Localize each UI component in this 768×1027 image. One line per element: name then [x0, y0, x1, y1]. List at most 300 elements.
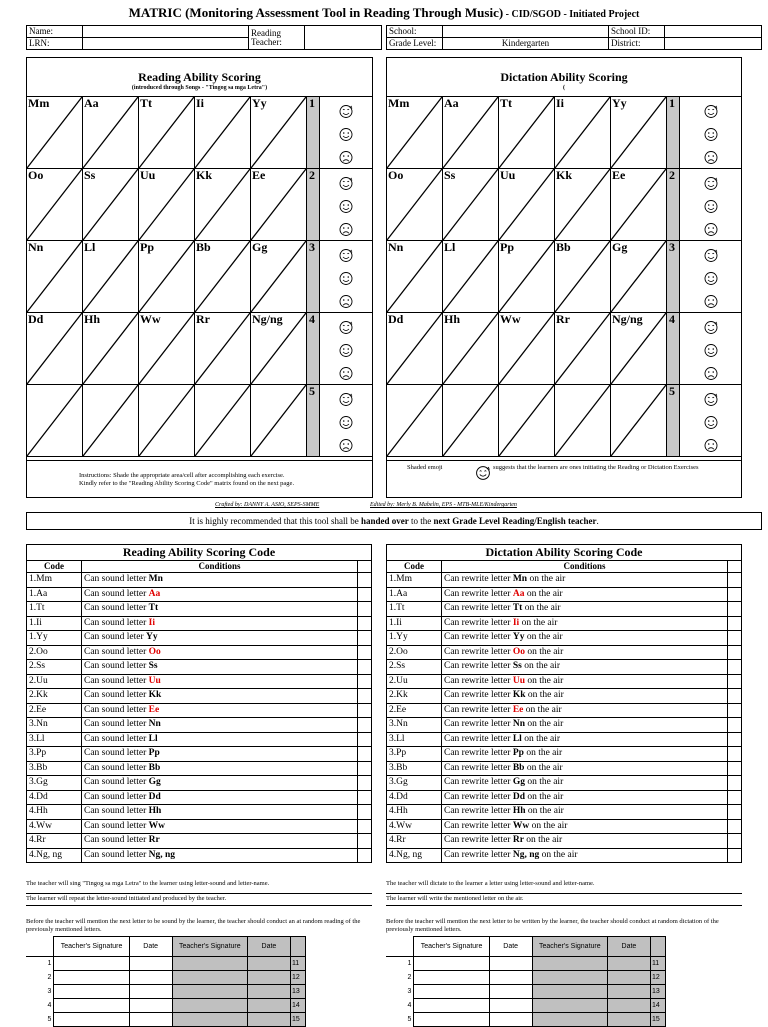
reco-text-3: . [596, 516, 599, 526]
initiating-emoji-icon[interactable] [703, 392, 718, 407]
reading-letter-cell[interactable] [82, 312, 139, 385]
name-field[interactable] [83, 26, 249, 38]
reading-letter-cell[interactable] [138, 240, 195, 313]
date-field[interactable] [607, 1013, 650, 1027]
smile-emoji-icon[interactable] [339, 199, 354, 214]
initiating-emoji-icon[interactable] [339, 104, 354, 119]
reading-letter-label: Dd [28, 312, 44, 326]
check-box[interactable] [728, 776, 742, 791]
check-box[interactable] [358, 616, 372, 631]
dictation-letter-cell[interactable] [386, 168, 443, 241]
reading-letter-label: Ll [84, 240, 96, 254]
date-field[interactable] [247, 999, 290, 1013]
date-field[interactable] [607, 999, 650, 1013]
sig-row-number: 11 [290, 957, 305, 971]
check-box[interactable] [358, 631, 372, 646]
smile-emoji-icon[interactable] [703, 199, 718, 214]
check-box[interactable] [358, 805, 372, 820]
smile-emoji-icon[interactable] [339, 343, 354, 358]
signature-field[interactable] [414, 985, 489, 999]
reading-letter-cell[interactable] [26, 96, 83, 169]
check-box[interactable] [728, 602, 742, 617]
initiating-emoji-icon[interactable] [339, 248, 354, 263]
smile-emoji-icon[interactable] [703, 127, 718, 142]
condition-letter: Ii [512, 617, 520, 628]
sad-emoji-icon[interactable] [339, 366, 354, 381]
table-row [27, 631, 372, 646]
dictation-letter-label: Dd [388, 312, 404, 326]
check-box[interactable] [728, 645, 742, 660]
dictation-row-number [666, 384, 680, 457]
check-box[interactable] [358, 747, 372, 762]
condition-text: Can sound letter [84, 704, 149, 715]
condition-text: Can sound letter [84, 820, 149, 831]
smile-emoji-icon[interactable] [703, 343, 718, 358]
sad-emoji-icon[interactable] [339, 294, 354, 309]
date-field[interactable] [607, 985, 650, 999]
date-field[interactable] [489, 957, 532, 971]
check-box[interactable] [728, 573, 742, 588]
condition-text: Can rewrite letter [444, 719, 513, 730]
dictation-row-number-text: 4 [669, 312, 675, 326]
check-box[interactable] [728, 848, 742, 863]
reading-teacher-field[interactable] [305, 26, 382, 50]
dictation-note-divider-1 [386, 893, 742, 894]
dictation-letter-label: Mm [388, 96, 410, 110]
smile-emoji-icon[interactable] [339, 271, 354, 286]
school-id-field[interactable] [665, 26, 762, 38]
grade-level-label: Grade Level: [387, 38, 443, 50]
sad-emoji-icon[interactable] [703, 150, 718, 165]
condition-cell [442, 616, 728, 631]
dictation-letter-cell[interactable] [554, 96, 611, 169]
initiating-emoji-icon[interactable] [703, 176, 718, 191]
check-box[interactable] [728, 819, 742, 834]
condition-cell [82, 703, 358, 718]
condition-cell [442, 602, 728, 617]
condition-text: Can rewrite letter [444, 806, 513, 817]
condition-suffix: on the air [519, 617, 558, 628]
date-field[interactable] [489, 999, 532, 1013]
condition-cell [442, 819, 728, 834]
district-field[interactable] [665, 38, 762, 50]
condition-cell [442, 689, 728, 704]
signature-field[interactable] [172, 985, 247, 999]
sig-header-blank-2 [650, 937, 665, 957]
sad-emoji-icon[interactable] [339, 222, 354, 237]
condition-letter: Kk [512, 690, 526, 701]
check-box[interactable] [728, 616, 742, 631]
reading-row-number [306, 312, 320, 385]
condition-cell [442, 573, 728, 588]
reading-letter-cell[interactable] [138, 312, 195, 385]
condition-cell [442, 587, 728, 602]
school-field[interactable] [443, 26, 609, 38]
date-field[interactable] [129, 985, 172, 999]
sad-emoji-icon[interactable] [339, 438, 354, 453]
dictation-emoji-column[interactable] [679, 240, 742, 313]
condition-letter: Ss [512, 661, 522, 672]
smile-emoji-icon[interactable] [339, 127, 354, 142]
condition-letter: Hh [512, 806, 526, 817]
reading-letter-cell[interactable] [250, 384, 307, 457]
check-box[interactable] [358, 790, 372, 805]
dictation-emoji-column[interactable] [679, 312, 742, 385]
signature-field[interactable] [532, 999, 607, 1013]
code-cell: 3.Bb [387, 761, 442, 776]
reading-emoji-column[interactable] [319, 240, 373, 313]
condition-text: Can sound letter [84, 603, 149, 614]
sig-header-date-2: Date [247, 937, 290, 957]
condition-suffix: on the air [525, 791, 564, 802]
condition-text: Can rewrite letter [444, 690, 513, 701]
sig-header-blank [386, 937, 414, 957]
initiating-emoji-icon[interactable] [339, 320, 354, 335]
dictation-letter-label: Ll [444, 240, 456, 254]
code-cell: 4.Ng, ng [387, 848, 442, 863]
check-box[interactable] [728, 790, 742, 805]
table-row [387, 631, 742, 646]
table-row [387, 819, 742, 834]
condition-cell [82, 631, 358, 646]
check-box[interactable] [728, 805, 742, 820]
smile-emoji-icon[interactable] [339, 415, 354, 430]
reading-letter-label: Nn [28, 240, 44, 254]
date-field[interactable] [607, 957, 650, 971]
signature-field[interactable] [532, 1013, 607, 1027]
reading-letter-label: Ii [196, 96, 205, 110]
table-row [27, 761, 372, 776]
check-box[interactable] [728, 703, 742, 718]
condition-letter: Ng, ng [512, 849, 540, 860]
table-row [27, 689, 372, 704]
signature-field[interactable] [172, 971, 247, 985]
code-cell: 1.Aa [387, 587, 442, 602]
check-box[interactable] [358, 689, 372, 704]
check-box[interactable] [728, 747, 742, 762]
instructions-line-1: Instructions: Shade the appropriate area/cell after accomplishing each exercise. [79, 472, 285, 479]
check-box[interactable] [358, 587, 372, 602]
check-box[interactable] [358, 645, 372, 660]
initiating-emoji-icon[interactable] [339, 176, 354, 191]
lrn-label: LRN: [27, 38, 83, 50]
dictation-letter-cell[interactable] [498, 168, 555, 241]
dictation-letter-cell[interactable] [554, 240, 611, 313]
check-box[interactable] [358, 819, 372, 834]
signature-field[interactable] [172, 957, 247, 971]
check-box[interactable] [358, 674, 372, 689]
reading-letter-label: Bb [196, 240, 211, 254]
reading-letter-cell[interactable] [82, 240, 139, 313]
table-row [387, 732, 742, 747]
reading-letter-cell[interactable] [82, 384, 139, 457]
date-field[interactable] [247, 971, 290, 985]
initiating-emoji-icon[interactable] [703, 320, 718, 335]
condition-letter: Pp [148, 748, 160, 759]
signature-field[interactable] [532, 971, 607, 985]
sig-header-signature-2: Teacher's Signature [532, 937, 607, 957]
title-sub: - CID/SGOD - Initiated Project [503, 9, 640, 20]
smile-emoji-icon[interactable] [703, 415, 718, 430]
sig-row-number: 4 [386, 999, 414, 1013]
dictation-letter-cell[interactable] [386, 384, 443, 457]
check-box[interactable] [358, 602, 372, 617]
shaded-note-left: Shaded emoji [407, 464, 443, 471]
condition-suffix: on the air [525, 675, 564, 686]
table-row [387, 703, 742, 718]
dictation-letter-cell[interactable] [610, 96, 667, 169]
instructions-box [26, 460, 373, 498]
signature-field[interactable] [54, 985, 129, 999]
initiating-emoji-icon[interactable] [703, 248, 718, 263]
code-cell: 2.Oo [27, 645, 82, 660]
reading-emoji-column[interactable] [319, 312, 373, 385]
reading-letter-cell[interactable] [138, 96, 195, 169]
condition-cell [82, 747, 358, 762]
dictation-row-number [666, 240, 680, 313]
dictation-code-col-code: Code [387, 561, 442, 573]
condition-text: Can sound letter [84, 574, 149, 585]
dictation-letter-cell[interactable] [442, 168, 499, 241]
dictation-letter-cell[interactable] [554, 312, 611, 385]
check-box[interactable] [358, 834, 372, 849]
signature-field[interactable] [414, 957, 489, 971]
condition-cell [82, 573, 358, 588]
date-field[interactable] [247, 957, 290, 971]
lrn-field[interactable] [83, 38, 249, 50]
check-box[interactable] [358, 573, 372, 588]
reading-letter-cell[interactable] [194, 384, 251, 457]
condition-letter: Kk [148, 690, 162, 701]
sad-emoji-icon[interactable] [703, 366, 718, 381]
dictation-row-number-text: 1 [669, 96, 675, 110]
signature-field[interactable] [54, 999, 129, 1013]
reading-code-table [26, 544, 372, 863]
signature-field[interactable] [54, 971, 129, 985]
reading-letter-cell[interactable] [250, 96, 307, 169]
signature-field[interactable] [414, 999, 489, 1013]
reading-note-3: Before the teacher will mention the next letter to be sound by the learner, the teacher should conduct an at random reading of the previously mentioned letters. [26, 918, 361, 933]
check-box[interactable] [728, 660, 742, 675]
condition-letter: Ll [148, 733, 158, 744]
dictation-letter-cell[interactable] [442, 312, 499, 385]
reading-emoji-column[interactable] [319, 96, 373, 169]
check-box[interactable] [728, 834, 742, 849]
dictation-letter-label: Ww [500, 312, 521, 326]
dictation-letter-cell[interactable] [610, 168, 667, 241]
dictation-letter-cell[interactable] [442, 240, 499, 313]
dictation-letter-cell[interactable] [610, 384, 667, 457]
condition-suffix: on the air [523, 835, 563, 846]
dictation-row-number-text: 2 [669, 168, 675, 182]
dictation-letter-cell[interactable] [498, 240, 555, 313]
check-box[interactable] [358, 718, 372, 733]
signature-field[interactable] [172, 1013, 247, 1027]
table-row [27, 732, 372, 747]
signature-field[interactable] [54, 957, 129, 971]
date-field[interactable] [489, 1013, 532, 1027]
sad-emoji-icon[interactable] [703, 222, 718, 237]
reading-letter-cell[interactable] [194, 168, 251, 241]
dictation-letter-cell[interactable] [386, 96, 443, 169]
check-box[interactable] [358, 703, 372, 718]
condition-text: Can rewrite letter [444, 733, 513, 744]
table-row [387, 602, 742, 617]
condition-text: Can rewrite letter [444, 762, 513, 773]
reading-letter-label: Ee [252, 168, 266, 182]
condition-letter: Pp [512, 748, 524, 759]
smile-emoji-icon[interactable] [703, 271, 718, 286]
dictation-letter-cell[interactable] [498, 384, 555, 457]
dictation-emoji-column[interactable] [679, 384, 742, 457]
signature-field[interactable] [54, 1013, 129, 1027]
crafted-by: Crafted by: DANNY A. ASIO, SEPS-SMME [215, 502, 320, 508]
dictation-letter-cell[interactable] [386, 240, 443, 313]
dictation-letter-cell[interactable] [386, 312, 443, 385]
check-box[interactable] [728, 761, 742, 776]
check-box[interactable] [358, 732, 372, 747]
dictation-letter-label: Aa [444, 96, 459, 110]
sig-row-number: 1 [26, 957, 54, 971]
grade-level-value: Kindergarten [443, 38, 609, 50]
dictation-letter-cell[interactable] [610, 240, 667, 313]
dictation-letter-cell[interactable] [554, 168, 611, 241]
check-box[interactable] [358, 776, 372, 791]
date-field[interactable] [489, 985, 532, 999]
dictation-emoji-column[interactable] [679, 168, 742, 241]
condition-text: Can sound letter [84, 617, 149, 628]
condition-cell [82, 645, 358, 660]
check-box[interactable] [728, 718, 742, 733]
dictation-letter-cell[interactable] [610, 312, 667, 385]
table-row [387, 761, 742, 776]
reading-letter-cell[interactable] [138, 168, 195, 241]
date-field[interactable] [607, 971, 650, 985]
check-box[interactable] [728, 587, 742, 602]
sig-row-number: 2 [26, 971, 54, 985]
condition-letter: Gg [512, 777, 525, 788]
date-field[interactable] [129, 1013, 172, 1027]
date-field[interactable] [489, 971, 532, 985]
reading-letter-cell[interactable] [250, 240, 307, 313]
sig-row-number: 5 [386, 1013, 414, 1027]
dictation-letter-cell[interactable] [554, 384, 611, 457]
condition-letter: Bb [148, 762, 161, 773]
condition-letter: Uu [512, 675, 525, 686]
condition-text: Can rewrite letter [444, 704, 513, 715]
condition-cell [82, 689, 358, 704]
dictation-letter-cell[interactable] [498, 312, 555, 385]
dictation-letter-grid [386, 96, 742, 456]
condition-text: Can sound letter [84, 719, 149, 730]
condition-letter: Uu [148, 675, 161, 686]
reading-letter-cell[interactable] [194, 312, 251, 385]
initiating-emoji-icon[interactable] [703, 104, 718, 119]
condition-cell [82, 602, 358, 617]
reading-letter-cell[interactable] [194, 240, 251, 313]
reading-emoji-column[interactable] [319, 168, 373, 241]
code-cell: 2.Uu [387, 674, 442, 689]
sig-row-number: 13 [290, 985, 305, 999]
check-box[interactable] [358, 848, 372, 863]
reading-letter-label: Ss [84, 168, 96, 182]
initiating-emoji-icon[interactable] [339, 392, 354, 407]
condition-letter: Nn [148, 719, 161, 730]
check-box[interactable] [728, 631, 742, 646]
condition-cell [442, 645, 728, 660]
shaded-note-box [386, 460, 742, 498]
reading-letter-label: Gg [252, 240, 268, 254]
reading-letter-cell[interactable] [138, 384, 195, 457]
check-box[interactable] [358, 761, 372, 776]
condition-text: Can sound letter [84, 777, 149, 788]
reading-letter-cell[interactable] [82, 96, 139, 169]
dictation-emoji-column[interactable] [679, 96, 742, 169]
reading-panel-subtitle: (introduced through Songs - "Tingog sa mga Letra") [131, 85, 268, 91]
condition-letter: Aa [512, 588, 525, 599]
sig-header-blank [26, 937, 54, 957]
reading-letter-cell[interactable] [82, 168, 139, 241]
reading-row-number-text: 3 [309, 240, 315, 254]
condition-suffix: on the air [527, 574, 566, 585]
date-field[interactable] [247, 1013, 290, 1027]
dictation-letter-cell[interactable] [498, 96, 555, 169]
reading-letter-cell[interactable] [250, 312, 307, 385]
table-row [387, 834, 742, 849]
reading-letter-cell[interactable] [26, 384, 83, 457]
school-label: School: [387, 26, 443, 38]
condition-suffix: on the air [521, 733, 561, 744]
code-cell: 3.Pp [27, 747, 82, 762]
dictation-letter-label: Rr [556, 312, 570, 326]
reading-letter-cell[interactable] [26, 240, 83, 313]
signature-field[interactable] [172, 999, 247, 1013]
check-box[interactable] [728, 674, 742, 689]
reading-letter-cell[interactable] [250, 168, 307, 241]
dictation-letter-label: Ss [444, 168, 456, 182]
sad-emoji-icon[interactable] [703, 438, 718, 453]
dictation-letter-cell[interactable] [442, 384, 499, 457]
check-box[interactable] [728, 689, 742, 704]
reading-letter-cell[interactable] [26, 312, 83, 385]
check-box[interactable] [728, 732, 742, 747]
condition-cell [82, 718, 358, 733]
signature-field[interactable] [414, 1013, 489, 1027]
date-field[interactable] [129, 999, 172, 1013]
sad-emoji-icon[interactable] [339, 150, 354, 165]
date-field[interactable] [129, 971, 172, 985]
date-field[interactable] [129, 957, 172, 971]
condition-letter: Tt [148, 603, 159, 614]
reading-letter-cell[interactable] [194, 96, 251, 169]
sad-emoji-icon[interactable] [703, 294, 718, 309]
condition-cell [82, 848, 358, 863]
reading-letter-cell[interactable] [26, 168, 83, 241]
condition-text: Can rewrite letter [444, 748, 513, 759]
shaded-note-right: suggests that the learners are ones initiating the Reading or Dictation Exercises [493, 464, 699, 471]
date-field[interactable] [247, 985, 290, 999]
signature-field[interactable] [532, 957, 607, 971]
condition-letter: Rr [512, 835, 524, 846]
condition-text: Can sound letter [84, 806, 149, 817]
signature-field[interactable] [414, 971, 489, 985]
check-box[interactable] [358, 660, 372, 675]
school-info-table [386, 25, 762, 50]
dictation-letter-cell[interactable] [442, 96, 499, 169]
sig-row-number: 14 [650, 999, 665, 1013]
reading-emoji-column[interactable] [319, 384, 373, 457]
signature-field[interactable] [532, 985, 607, 999]
